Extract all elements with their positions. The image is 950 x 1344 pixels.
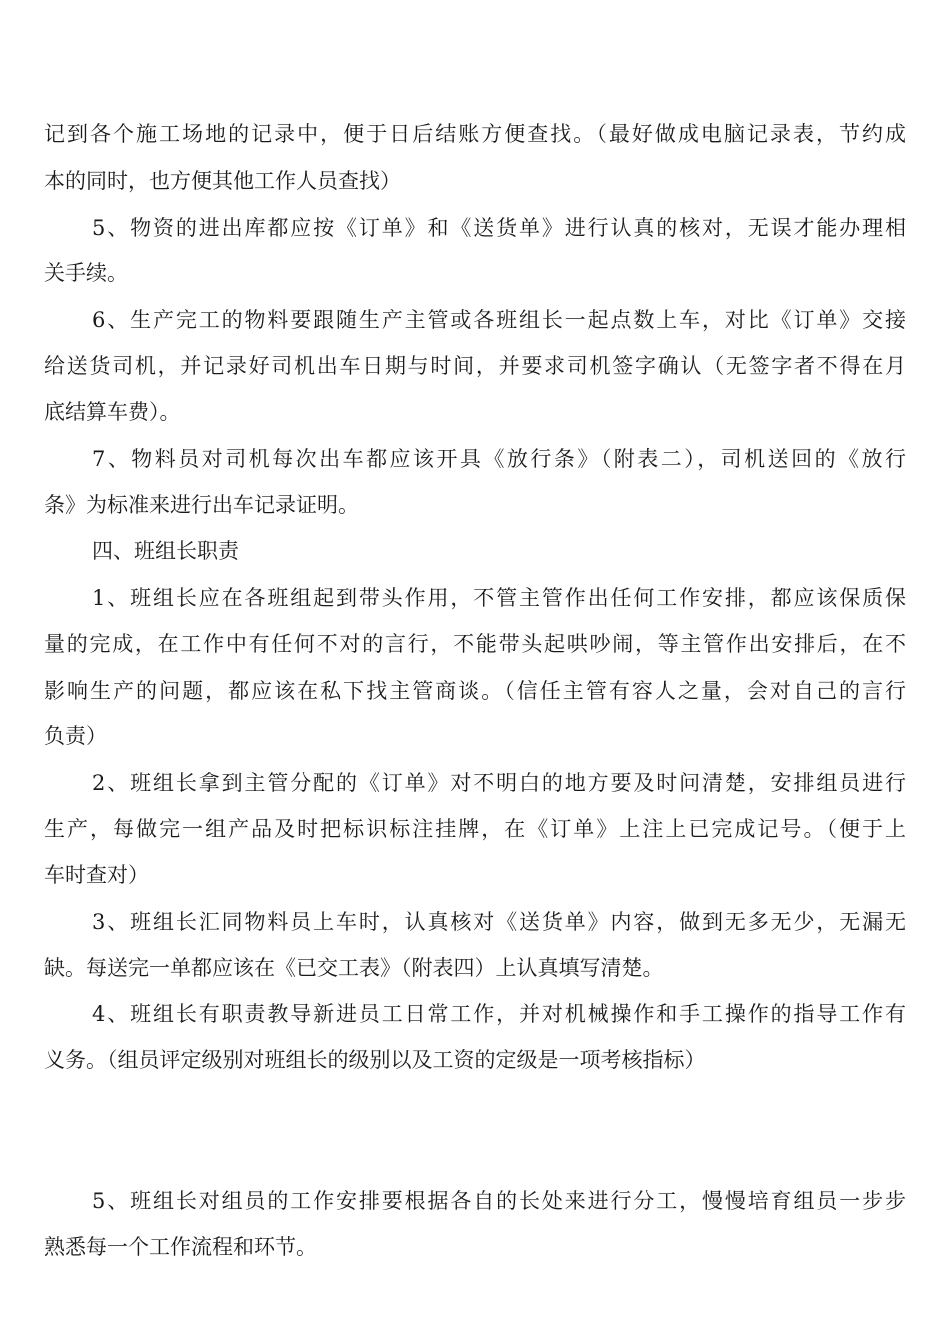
paragraph-line: 3、班组长汇同物料员上车时，认真核对《送货单》内容，做到无多无少，无漏无 <box>92 910 906 934</box>
paragraph-line: 条》为标准来进行出车记录证明。 <box>44 493 359 517</box>
paragraph-line: 生产，每做完一组产品及时把标识标注挂牌，在《订单》上注上已完成记号。（便于上 <box>44 817 906 841</box>
paragraph-line: 本的同时，也方便其他工作人员查找） <box>44 169 401 193</box>
paragraph-line: 给送货司机，并记录好司机出车日期与时间，并要求司机签字确认（无签字者不得在月 <box>44 354 906 378</box>
paragraph-line: 关手续。 <box>44 261 128 285</box>
paragraph-line: 缺。每送完一单都应该在《已交工表》（附表四）上认真填写清楚。 <box>44 956 664 980</box>
paragraph-line: 6、生产完工的物料要跟随生产主管或各班组长一起点数上车，对比《订单》交接 <box>92 308 906 332</box>
paragraph-line: 车时查对） <box>44 863 149 887</box>
paragraph-line: 2、班组长拿到主管分配的《订单》对不明白的地方要及时问清楚，安排组员进行 <box>92 771 906 795</box>
paragraph-line: 4、班组长有职责教导新进员工日常工作，并对机械操作和手工操作的指导工作有 <box>92 1002 906 1026</box>
paragraph-line: 记到各个施工场地的记录中，便于日后结账方便查找。（最好做成电脑记录表，节约成 <box>44 122 906 146</box>
paragraph-line: 负责） <box>44 724 107 748</box>
paragraph-line: 5、物资的进出库都应按《订单》和《送货单》进行认真的核对，无误才能办理相 <box>92 216 906 240</box>
paragraph-line: 5、班组长对组员的工作安排要根据各自的长处来进行分工，慢慢培育组员一步步 <box>92 1189 906 1213</box>
paragraph-line: 熟悉每一个工作流程和环节。 <box>44 1235 317 1259</box>
paragraph-line: 义务。（组员评定级别对班组长的级别以及工资的定级是一项考核指标） <box>44 1048 706 1072</box>
paragraph-line: 底结算车费）。 <box>44 400 181 424</box>
paragraph-line: 1、班组长应在各班组起到带头作用，不管主管作出任何工作安排，都应该保质保 <box>92 586 906 610</box>
paragraph-line: 量的完成，在工作中有任何不对的言行，不能带头起哄吵闹，等主管作出安排后，在不 <box>44 632 906 656</box>
section-heading: 四、班组长职责 <box>92 539 239 563</box>
paragraph-line: 7、物料员对司机每次出车都应该开具《放行条》（附表二），司机送回的《放行 <box>92 447 906 471</box>
paragraph-line: 影响生产的问题，都应该在私下找主管商谈。（信任主管有容人之量，会对自己的言行 <box>44 679 906 703</box>
